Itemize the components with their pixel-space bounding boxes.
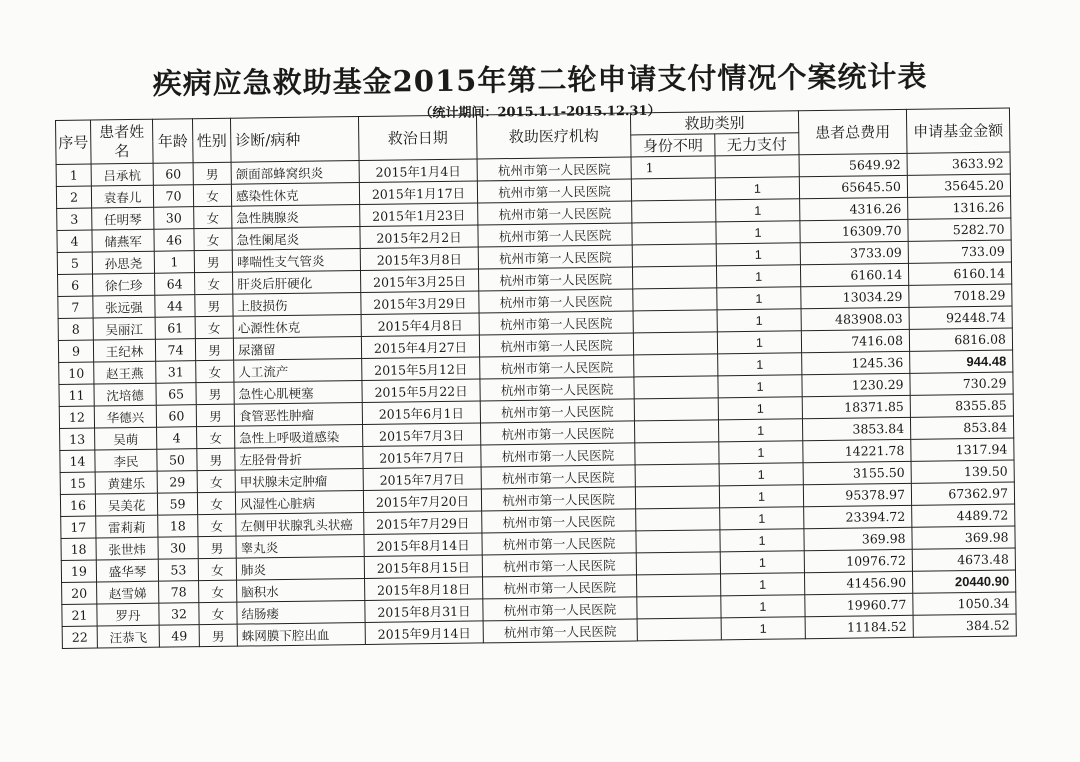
row-gender: 女 (198, 558, 236, 580)
row-gender: 女 (199, 580, 237, 602)
row-unknown-identity: 1 (631, 156, 715, 179)
table-container (55, 107, 1017, 648)
row-date: 2015年8月18日 (365, 577, 483, 601)
row-diagnosis: 肺炎 (236, 556, 364, 580)
header-total-cost: 患者总费用 (798, 109, 907, 154)
row-name: 张世炜 (96, 537, 158, 560)
row-name: 任明琴 (92, 207, 154, 230)
row-unable-to-pay: 1 (718, 419, 802, 442)
row-name: 雷莉莉 (96, 515, 158, 538)
row-total-cost: 3733.09 (800, 241, 908, 264)
row-institution: 杭州市第一人民医院 (479, 289, 633, 313)
row-gender: 男 (195, 338, 233, 360)
row-unknown-identity (634, 398, 718, 421)
row-index: 20 (62, 582, 97, 604)
row-index: 16 (60, 494, 95, 516)
row-diagnosis: 急性胰腺炎 (232, 205, 360, 229)
row-age: 31 (156, 361, 196, 384)
row-total-cost: 23394.72 (804, 505, 912, 528)
row-name: 王纪林 (93, 339, 155, 362)
row-gender: 女 (198, 514, 236, 536)
row-fund-amount: 5282.70 (908, 218, 1011, 241)
row-institution: 杭州市第一人民医院 (480, 355, 634, 379)
row-age: 60 (156, 405, 196, 428)
row-gender: 女 (199, 602, 237, 624)
row-gender: 女 (197, 492, 235, 514)
row-age: 64 (155, 273, 195, 296)
row-date: 2015年7月20日 (363, 489, 481, 513)
header-category: 救助类别 (630, 111, 798, 135)
row-index: 5 (57, 252, 92, 274)
row-diagnosis: 急性上呼吸道感染 (235, 425, 363, 449)
row-diagnosis: 风湿性心脏病 (235, 490, 363, 514)
row-index: 3 (57, 208, 92, 230)
row-name: 盛华琴 (96, 559, 158, 582)
row-name: 黄建乐 (95, 471, 157, 494)
row-age: 50 (157, 449, 197, 472)
page-title: 疾病应急救助基金2015年第二轮申请支付情况个案统计表 (152, 59, 928, 101)
row-unknown-identity (635, 464, 719, 487)
row-fund-amount: 139.50 (911, 460, 1014, 483)
row-unable-to-pay: 1 (720, 551, 804, 574)
row-diagnosis: 哮喘性支气管炎 (232, 249, 360, 273)
row-unable-to-pay: 1 (720, 529, 804, 552)
row-index: 8 (58, 318, 93, 340)
row-unable-to-pay: 1 (721, 617, 805, 640)
row-institution: 杭州市第一人民医院 (477, 179, 631, 203)
row-age: 74 (155, 339, 195, 362)
row-name: 储燕军 (92, 229, 154, 252)
row-date: 2015年7月7日 (363, 467, 481, 491)
row-gender: 男 (195, 294, 233, 316)
row-diagnosis: 上肢损伤 (233, 293, 361, 317)
row-fund-amount: 6816.08 (909, 328, 1012, 351)
row-institution: 杭州市第一人民医院 (478, 245, 632, 269)
row-gender: 女 (197, 426, 235, 448)
row-name: 吴美花 (95, 493, 157, 516)
header-name: 患者姓名 (91, 119, 154, 164)
row-name: 华德兴 (94, 405, 156, 428)
row-date: 2015年3月25日 (361, 269, 479, 293)
row-age: 59 (157, 493, 197, 516)
row-total-cost: 1230.29 (802, 373, 910, 396)
row-date: 2015年4月27日 (361, 335, 479, 359)
row-date: 2015年3月8日 (360, 247, 478, 271)
row-diagnosis: 急性心肌梗塞 (234, 381, 362, 405)
row-total-cost: 3155.50 (803, 461, 911, 484)
row-unknown-identity (637, 596, 721, 619)
row-institution: 杭州市第一人民医院 (481, 465, 635, 489)
row-name: 徐仁珍 (93, 273, 155, 296)
row-institution: 杭州市第一人民医院 (478, 223, 632, 247)
row-name: 吴萌 (95, 427, 157, 450)
row-unable-to-pay: 1 (719, 441, 803, 464)
row-gender: 男 (196, 404, 234, 426)
row-unable-to-pay (715, 155, 799, 178)
row-diagnosis: 左侧甲状腺乳头状癌 (236, 512, 364, 536)
row-age: 65 (156, 383, 196, 406)
row-gender: 男 (193, 162, 231, 184)
row-unknown-identity (632, 222, 716, 245)
row-age: 44 (155, 295, 195, 318)
row-fund-amount: 92448.74 (909, 306, 1012, 329)
row-diagnosis: 肝炎后肝硬化 (233, 271, 361, 295)
row-gender: 女 (193, 184, 231, 206)
row-unknown-identity (634, 354, 718, 377)
row-institution: 杭州市第一人民医院 (481, 421, 635, 445)
row-name: 吕承杭 (91, 163, 153, 186)
row-total-cost: 14221.78 (803, 439, 911, 462)
row-gender: 女 (194, 206, 232, 228)
row-fund-amount: 384.52 (913, 614, 1016, 637)
row-date: 2015年5月22日 (362, 379, 480, 403)
row-index: 21 (62, 604, 97, 626)
row-index: 17 (61, 516, 96, 538)
row-fund-amount: 733.09 (908, 240, 1011, 263)
row-unknown-identity (635, 442, 719, 465)
row-total-cost: 6160.14 (800, 263, 908, 286)
row-institution: 杭州市第一人民医院 (477, 157, 631, 181)
row-institution: 杭州市第一人民医院 (483, 619, 637, 643)
row-age: 60 (153, 163, 193, 186)
row-unable-to-pay: 1 (715, 177, 799, 200)
row-date: 2015年7月29日 (364, 511, 482, 535)
row-index: 11 (59, 384, 94, 406)
row-unknown-identity (636, 530, 720, 553)
row-unknown-identity (636, 552, 720, 575)
row-age: 1 (154, 251, 194, 274)
row-unable-to-pay: 1 (719, 485, 803, 508)
row-unable-to-pay: 1 (718, 353, 802, 376)
row-date: 2015年2月2日 (360, 225, 478, 249)
row-unable-to-pay: 1 (716, 265, 800, 288)
row-date: 2015年1月23日 (360, 203, 478, 227)
row-gender: 男 (197, 448, 235, 470)
row-gender: 男 (198, 536, 236, 558)
row-unable-to-pay: 1 (716, 243, 800, 266)
header-unknown-identity: 身份不明 (631, 134, 715, 157)
row-gender: 女 (197, 470, 235, 492)
row-gender: 男 (194, 250, 232, 272)
row-unknown-identity (635, 486, 719, 509)
row-unable-to-pay: 1 (718, 397, 802, 420)
row-diagnosis: 食管恶性肿瘤 (234, 403, 362, 427)
row-age: 4 (157, 427, 197, 450)
row-index: 4 (57, 230, 92, 252)
row-name: 赵王燕 (94, 361, 156, 384)
row-fund-amount: 1317.94 (911, 438, 1014, 461)
row-name: 沈培德 (94, 383, 156, 406)
row-total-cost: 1245.36 (802, 351, 910, 374)
row-institution: 杭州市第一人民医院 (479, 333, 633, 357)
row-fund-amount: 6160.14 (908, 262, 1011, 285)
row-index: 18 (61, 538, 96, 560)
row-name: 罗丹 (97, 603, 159, 626)
row-fund-amount: 944.48 (910, 350, 1013, 373)
row-institution: 杭州市第一人民医院 (478, 201, 632, 225)
row-index: 22 (62, 626, 97, 648)
row-fund-amount: 1050.34 (913, 592, 1016, 615)
row-total-cost: 369.98 (804, 527, 912, 550)
header-institution: 救助医疗机构 (476, 113, 631, 159)
case-statistics-table (55, 107, 1017, 648)
row-age: 49 (159, 625, 199, 648)
row-gender: 女 (195, 316, 233, 338)
table-body (56, 152, 1016, 648)
header-date: 救治日期 (358, 115, 477, 161)
row-date: 2015年1月4日 (359, 159, 477, 183)
row-diagnosis: 结肠瘘 (237, 600, 365, 624)
row-unable-to-pay: 1 (718, 375, 802, 398)
row-date: 2015年8月14日 (364, 533, 482, 557)
row-unable-to-pay: 1 (720, 507, 804, 530)
row-institution: 杭州市第一人民医院 (479, 311, 633, 335)
row-name: 张远强 (93, 295, 155, 318)
row-unknown-identity (637, 574, 721, 597)
row-institution: 杭州市第一人民医院 (483, 575, 637, 599)
row-date: 2015年5月12日 (362, 357, 480, 381)
row-unknown-identity (632, 200, 716, 223)
header-age: 年龄 (153, 119, 194, 164)
row-name: 袁春儿 (91, 185, 153, 208)
row-index: 15 (60, 472, 95, 494)
row-index: 6 (58, 274, 93, 296)
row-name: 李民 (95, 449, 157, 472)
row-date: 2015年3月29日 (361, 291, 479, 315)
row-total-cost: 3853.84 (802, 417, 910, 440)
row-fund-amount: 4489.72 (912, 504, 1015, 527)
row-date: 2015年8月15日 (364, 555, 482, 579)
row-fund-amount: 7018.29 (909, 284, 1012, 307)
row-index: 1 (56, 164, 91, 186)
row-fund-amount: 8355.85 (910, 394, 1013, 417)
row-gender: 男 (196, 382, 234, 404)
row-institution: 杭州市第一人民医院 (482, 553, 636, 577)
row-age: 18 (158, 515, 198, 538)
row-total-cost: 13034.29 (801, 285, 909, 308)
row-date: 2015年4月8日 (361, 313, 479, 337)
row-age: 78 (159, 581, 199, 604)
row-date: 2015年6月1日 (362, 401, 480, 425)
row-institution: 杭州市第一人民医院 (481, 443, 635, 467)
header-unable-to-pay: 无力支付 (715, 133, 799, 156)
page-subtitle: （统计期间：2015.1.1-2015.12.31） (419, 103, 661, 122)
header-gender: 性别 (193, 118, 232, 162)
row-total-cost: 7416.08 (801, 329, 909, 352)
row-age: 30 (158, 537, 198, 560)
header-index: 序号 (56, 120, 92, 164)
row-total-cost: 19960.77 (805, 593, 913, 616)
row-unable-to-pay: 1 (721, 595, 805, 618)
row-index: 9 (58, 340, 93, 362)
row-fund-amount: 35645.20 (907, 174, 1010, 197)
row-unknown-identity (632, 244, 716, 267)
row-name: 孙思尧 (92, 251, 154, 274)
row-name: 吴丽江 (93, 317, 155, 340)
row-fund-amount: 853.84 (910, 416, 1013, 439)
row-total-cost: 5649.92 (799, 153, 907, 176)
row-age: 70 (153, 185, 193, 208)
row-unknown-identity (634, 376, 718, 399)
row-unable-to-pay: 1 (717, 287, 801, 310)
row-diagnosis: 尿潴留 (233, 337, 361, 361)
row-fund-amount: 20440.90 (912, 570, 1015, 593)
row-unknown-identity (637, 618, 721, 641)
row-institution: 杭州市第一人民医院 (480, 399, 634, 423)
row-age: 32 (159, 603, 199, 626)
row-age: 53 (158, 559, 198, 582)
row-total-cost: 11184.52 (805, 615, 913, 638)
row-total-cost: 483908.03 (801, 307, 909, 330)
row-diagnosis: 左胫骨骨折 (235, 446, 363, 470)
row-diagnosis: 感染性休克 (231, 183, 359, 207)
row-total-cost: 95378.97 (803, 483, 911, 506)
row-name: 汪恭飞 (97, 625, 159, 648)
row-fund-amount: 730.29 (910, 372, 1013, 395)
row-date: 2015年9月14日 (365, 621, 483, 645)
row-unknown-identity (631, 178, 715, 201)
row-total-cost: 65645.50 (799, 175, 907, 198)
row-institution: 杭州市第一人民医院 (482, 531, 636, 555)
row-diagnosis: 颌面部蜂窝织炎 (231, 161, 359, 185)
row-name: 赵雪娣 (97, 581, 159, 604)
row-fund-amount: 1316.26 (908, 196, 1011, 219)
row-diagnosis: 脑积水 (237, 578, 365, 602)
row-index: 14 (60, 450, 95, 472)
row-unknown-identity (636, 508, 720, 531)
row-total-cost: 4316.26 (800, 197, 908, 220)
row-unknown-identity (632, 266, 716, 289)
row-institution: 杭州市第一人民医院 (482, 509, 636, 533)
row-unknown-identity (633, 310, 717, 333)
row-unable-to-pay: 1 (721, 573, 805, 596)
row-institution: 杭州市第一人民医院 (479, 267, 633, 291)
row-age: 29 (157, 471, 197, 494)
row-diagnosis: 急性阑尾炎 (232, 227, 360, 251)
row-fund-amount: 3633.92 (907, 152, 1010, 175)
row-index: 19 (61, 560, 96, 582)
row-unable-to-pay: 1 (717, 331, 801, 354)
row-age: 61 (155, 317, 195, 340)
row-age: 46 (154, 229, 194, 252)
header-fund-amount: 申请基金金额 (906, 108, 1010, 153)
row-institution: 杭州市第一人民医院 (481, 487, 635, 511)
row-unknown-identity (633, 288, 717, 311)
row-fund-amount: 369.98 (912, 526, 1015, 549)
header-diagnosis: 诊断/病种 (231, 117, 360, 163)
row-date: 2015年8月31日 (365, 599, 483, 623)
row-unknown-identity (635, 420, 719, 443)
row-date: 2015年7月3日 (363, 423, 481, 447)
row-diagnosis: 睾丸炎 (236, 534, 364, 558)
row-index: 12 (59, 406, 94, 428)
row-index: 13 (60, 428, 95, 450)
row-total-cost: 18371.85 (802, 395, 910, 418)
row-gender: 女 (195, 272, 233, 294)
row-total-cost: 16309.70 (800, 219, 908, 242)
row-unable-to-pay: 1 (716, 199, 800, 222)
row-index: 7 (58, 296, 93, 318)
row-diagnosis: 人工流产 (234, 359, 362, 383)
row-institution: 杭州市第一人民医院 (483, 597, 637, 621)
row-fund-amount: 67362.97 (911, 482, 1014, 505)
row-fund-amount: 4673.48 (912, 548, 1015, 571)
row-institution: 杭州市第一人民医院 (480, 377, 634, 401)
row-unable-to-pay: 1 (717, 309, 801, 332)
row-total-cost: 10976.72 (804, 549, 912, 572)
row-unable-to-pay: 1 (716, 221, 800, 244)
row-date: 2015年7月7日 (363, 445, 481, 469)
row-diagnosis: 心源性休克 (233, 315, 361, 339)
row-age: 30 (154, 207, 194, 230)
row-gender: 男 (199, 624, 237, 646)
row-unable-to-pay: 1 (719, 463, 803, 486)
row-index: 2 (56, 186, 91, 208)
row-gender: 女 (196, 360, 234, 382)
row-diagnosis: 甲状腺未定肿瘤 (235, 468, 363, 492)
row-index: 10 (59, 362, 94, 384)
row-diagnosis: 蛛网膜下腔出血 (237, 622, 365, 646)
row-gender: 女 (194, 228, 232, 250)
row-total-cost: 41456.90 (805, 571, 913, 594)
row-date: 2015年1月17日 (359, 181, 477, 205)
row-unknown-identity (633, 332, 717, 355)
